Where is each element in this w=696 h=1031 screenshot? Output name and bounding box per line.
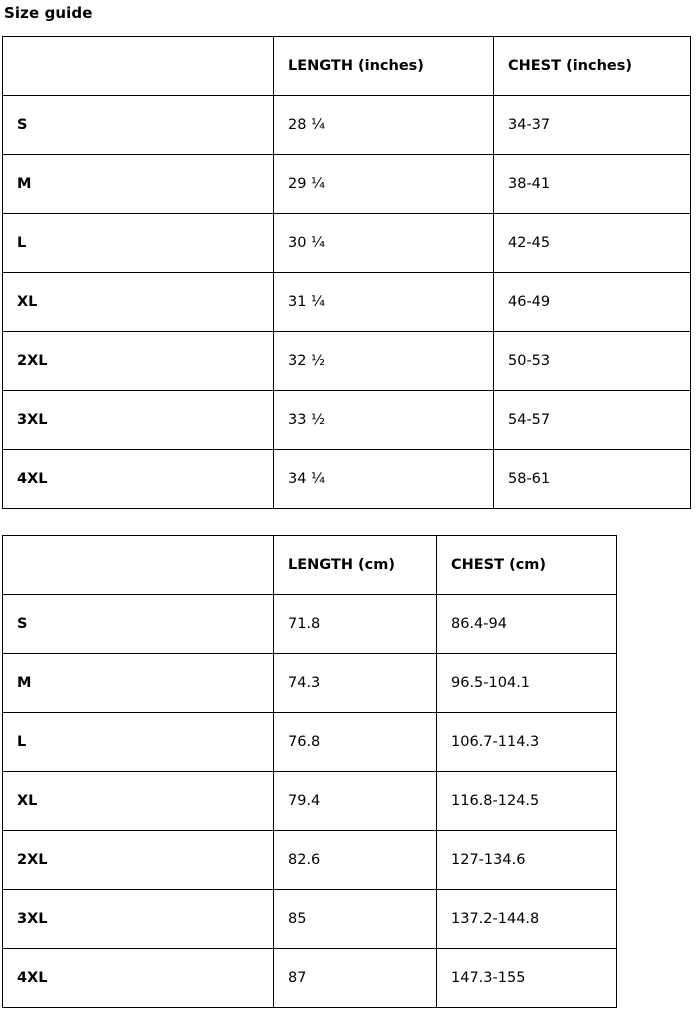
- table-row: [3, 595, 617, 654]
- table-row: [3, 391, 691, 450]
- table-header-row: [3, 37, 691, 96]
- table-header-row: [3, 536, 617, 595]
- cell-chest: 116.8-124.5: [437, 772, 617, 831]
- table-row: [3, 273, 691, 332]
- cell-chest: 127-134.6: [437, 831, 617, 890]
- column-header-size: [3, 37, 274, 96]
- cell-size: 4XL: [3, 949, 274, 1008]
- column-header-size: [3, 536, 274, 595]
- cell-length: 87: [274, 949, 437, 1008]
- table-row: [3, 332, 691, 391]
- cell-length: 28 ¼: [274, 96, 494, 155]
- cell-size: 3XL: [3, 391, 274, 450]
- column-header-length: LENGTH (cm): [274, 536, 437, 595]
- cell-chest: 42-45: [494, 214, 691, 273]
- table-row: [3, 654, 617, 713]
- table-row: [3, 450, 691, 509]
- cell-size: L: [3, 214, 274, 273]
- cell-size: L: [3, 713, 274, 772]
- cell-size: XL: [3, 772, 274, 831]
- table-row: [3, 713, 617, 772]
- size-guide-page: [0, 4, 696, 1008]
- size-table-metric: [2, 535, 617, 1008]
- cell-length: 79.4: [274, 772, 437, 831]
- cell-length: 74.3: [274, 654, 437, 713]
- cell-size: 2XL: [3, 332, 274, 391]
- cell-size: XL: [3, 273, 274, 332]
- cell-size: 2XL: [3, 831, 274, 890]
- table-row: [3, 96, 691, 155]
- cell-chest: 137.2-144.8: [437, 890, 617, 949]
- cell-chest: 106.7-114.3: [437, 713, 617, 772]
- table-row: [3, 214, 691, 273]
- cell-chest: 58-61: [494, 450, 691, 509]
- cell-chest: 50-53: [494, 332, 691, 391]
- cell-size: 3XL: [3, 890, 274, 949]
- table-row: [3, 831, 617, 890]
- cell-size: 4XL: [3, 450, 274, 509]
- cell-chest: 147.3-155: [437, 949, 617, 1008]
- cell-length: 34 ¼: [274, 450, 494, 509]
- cell-length: 82.6: [274, 831, 437, 890]
- column-header-chest: CHEST (inches): [494, 37, 691, 96]
- cell-length: 76.8: [274, 713, 437, 772]
- cell-length: 30 ¼: [274, 214, 494, 273]
- cell-chest: 34-37: [494, 96, 691, 155]
- cell-length: 71.8: [274, 595, 437, 654]
- column-header-length: LENGTH (inches): [274, 37, 494, 96]
- cell-chest: 46-49: [494, 273, 691, 332]
- table-row: [3, 155, 691, 214]
- cell-size: M: [3, 654, 274, 713]
- cell-length: 33 ½: [274, 391, 494, 450]
- cell-chest: 86.4-94: [437, 595, 617, 654]
- cell-chest: 96.5-104.1: [437, 654, 617, 713]
- cell-chest: 54-57: [494, 391, 691, 450]
- cell-length: 31 ¼: [274, 273, 494, 332]
- cell-size: S: [3, 595, 274, 654]
- cell-length: 29 ¼: [274, 155, 494, 214]
- size-table-imperial: [2, 36, 691, 509]
- table-row: [3, 949, 617, 1008]
- column-header-chest: CHEST (cm): [437, 536, 617, 595]
- cell-size: M: [3, 155, 274, 214]
- page-title: Size guide: [4, 4, 93, 22]
- cell-length: 32 ½: [274, 332, 494, 391]
- table-row: [3, 772, 617, 831]
- cell-size: S: [3, 96, 274, 155]
- table-spacer: [0, 509, 696, 535]
- cell-length: 85: [274, 890, 437, 949]
- cell-chest: 38-41: [494, 155, 691, 214]
- table-row: [3, 890, 617, 949]
